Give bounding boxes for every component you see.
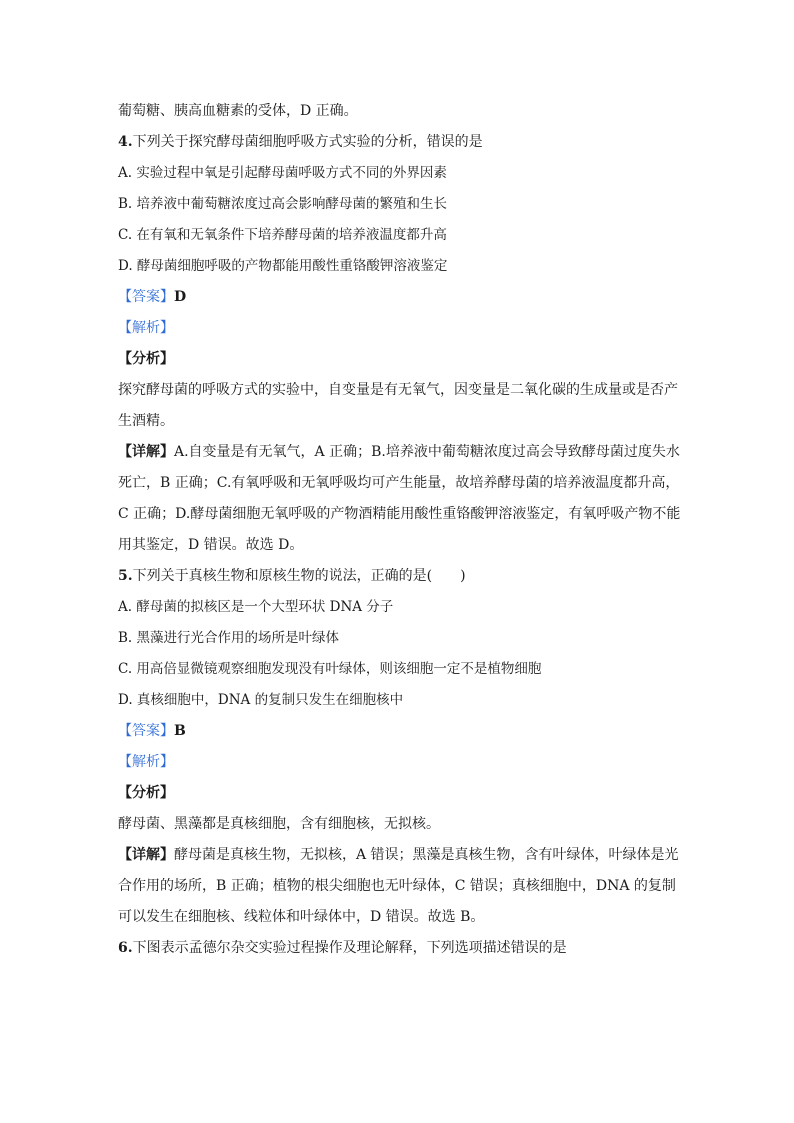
answer-line bbox=[118, 282, 678, 313]
option-a: A. 实验过程中氧是引起酵母菌呼吸方式不同的外界因素 bbox=[118, 165, 447, 181]
detail-line bbox=[118, 840, 678, 871]
text-line: 死亡，B 正确；C.有氧呼吸和无氧呼吸均可产生能量，故培养酵母菌的培养液温度都升高， bbox=[118, 475, 680, 491]
text-line: 探究酵母菌的呼吸方式的实验中，自变量是有无氧气，因变量是二氧化碳的生成量或是否产 bbox=[118, 382, 678, 398]
text-line: 葡萄糖、胰高血糖素的受体，D 正确。 bbox=[118, 103, 358, 119]
analysis-tag: 【解析】 bbox=[118, 320, 174, 336]
question-text: 下列关于真核生物和原核生物的说法，正确的是( ) bbox=[132, 568, 466, 584]
option-d: D. 真核细胞中，DNA 的复制只发生在细胞核中 bbox=[118, 692, 404, 708]
question-4-stem bbox=[118, 127, 678, 158]
option-c: C. 用高倍显微镜观察细胞发现没有叶绿体，则该细胞一定不是植物细胞 bbox=[118, 661, 542, 677]
detail-tag: 【详解】 bbox=[118, 444, 174, 460]
fenxi-heading: 【分析】 bbox=[118, 785, 174, 801]
detail-tag: 【详解】 bbox=[118, 847, 174, 863]
document-page bbox=[118, 96, 681, 964]
detail-line bbox=[118, 437, 678, 468]
question-number: 6. bbox=[118, 940, 133, 956]
analysis-tag: 【解析】 bbox=[118, 754, 174, 770]
option-c: C. 在有氧和无氧条件下培养酵母菌的培养液温度都升高 bbox=[118, 227, 447, 243]
text-line: 合作用的场所，B 正确；植物的根尖细胞也无叶绿体，C 错误；真核细胞中，DNA 的复制 bbox=[118, 878, 676, 894]
text-line: C 正确；D.酵母菌细胞无氧呼吸的产物酒精能用酸性重铬酸钾溶液鉴定，有氧呼吸产物不能 bbox=[118, 506, 681, 522]
fenxi-heading: 【分析】 bbox=[118, 351, 174, 367]
detail-text: A.自变量是有无氧气，A 正确；B.培养液中葡萄糖浓度过高会导致酵母菌过度失水 bbox=[174, 444, 680, 460]
question-text: 下列关于探究酵母菌细胞呼吸方式实验的分析，错误的是 bbox=[132, 134, 483, 150]
answer-value: B bbox=[174, 723, 186, 739]
answer-tag: 【答案】 bbox=[118, 289, 174, 305]
text-line: 酵母菌、黑藻都是真核细胞，含有细胞核，无拟核。 bbox=[118, 816, 440, 832]
option-d: D. 酵母菌细胞呼吸的产物都能用酸性重铬酸钾溶液鉴定 bbox=[118, 258, 448, 274]
question-5-stem bbox=[118, 561, 678, 592]
text-line: 生酒精。 bbox=[118, 413, 174, 429]
option-b: B. 黑藻进行光合作用的场所是叶绿体 bbox=[118, 630, 340, 646]
answer-tag: 【答案】 bbox=[118, 723, 174, 739]
text-line: 用其鉴定，D 错误。故选 D。 bbox=[118, 537, 304, 553]
detail-text: 酵母菌是真核生物，无拟核，A 错误；黑藻是真核生物，含有叶绿体，叶绿体是光 bbox=[174, 847, 679, 863]
question-text: 下图表示孟德尔杂交实验过程操作及理论解释，下列选项描述错误的是 bbox=[132, 940, 567, 956]
question-number: 4. bbox=[118, 134, 133, 150]
answer-value: D bbox=[174, 289, 187, 305]
option-b: B. 培养液中葡萄糖浓度过高会影响酵母菌的繁殖和生长 bbox=[118, 196, 448, 212]
question-6-stem bbox=[118, 933, 678, 964]
option-a: A. 酵母菌的拟核区是一个大型环状 DNA 分子 bbox=[118, 599, 394, 615]
question-number: 5. bbox=[118, 568, 133, 584]
answer-line bbox=[118, 716, 678, 747]
text-line: 可以发生在细胞核、线粒体和叶绿体中，D 错误。故选 B。 bbox=[118, 909, 485, 925]
